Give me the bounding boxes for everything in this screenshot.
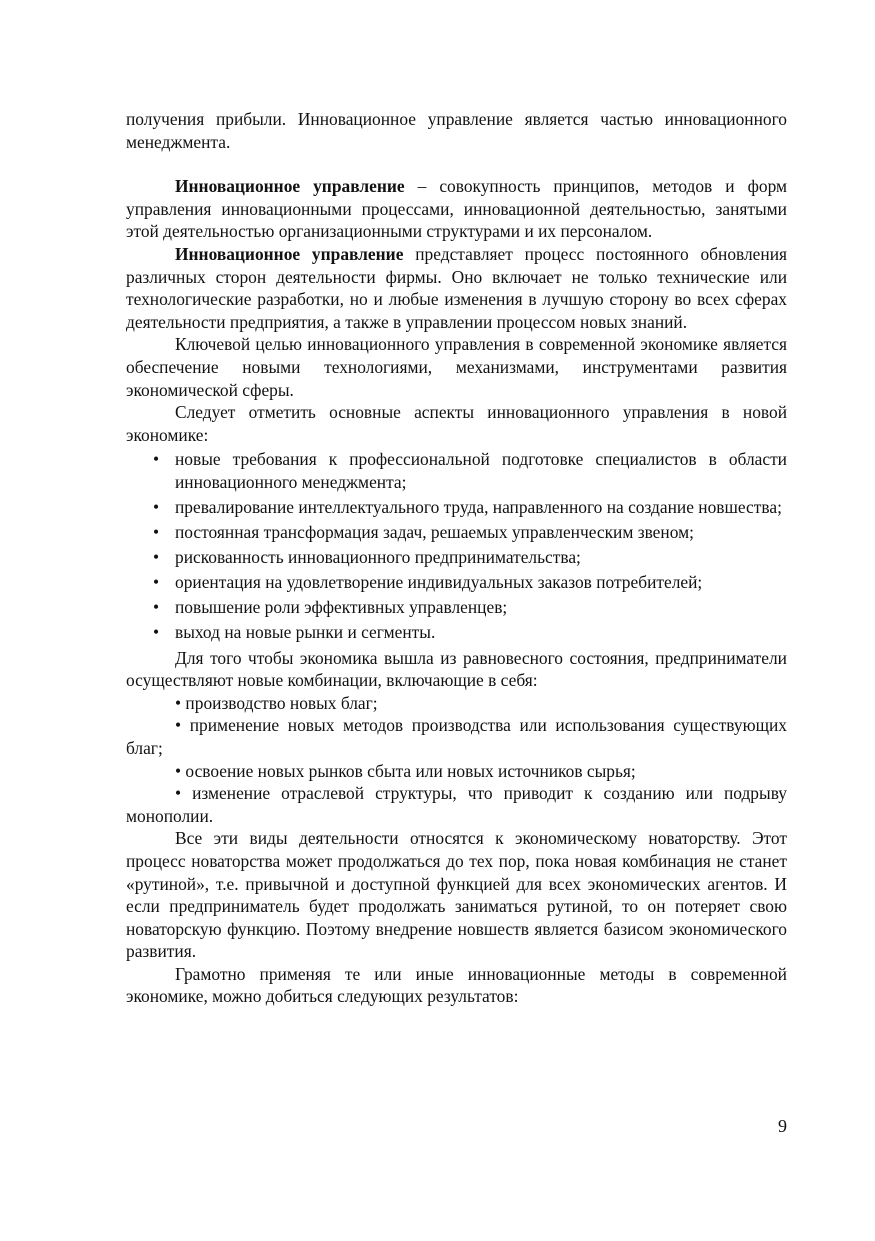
paragraph: Грамотно применяя те или иные инновационные методы в современной экономике, можно добиться следующих результатов: (126, 963, 787, 1007)
paragraph: Для того чтобы экономика вышла из равновесного состояния, предприниматели осуществляют новые комбинации, включающие в себя: (126, 647, 787, 691)
blank-line (126, 153, 787, 175)
inline-bullet-paragraph: • производство новых благ; (175, 692, 378, 713)
bullet-icon: • (153, 547, 160, 568)
bullet-icon: • (153, 597, 160, 618)
definition-paragraph (126, 243, 787, 333)
list-item (153, 596, 787, 619)
list-item-text: выход на новые рынки и сегменты. (175, 622, 436, 643)
definition-text: – совокупность принципов, методов и форм управления инновационными процессами, инновационной деятельностью, занятыми этой деятельностью организационными структурами и их персоналом. (126, 176, 788, 242)
list-item (153, 521, 787, 544)
bullet-icon: • (153, 622, 160, 643)
list-item-text: новые требования к профессиональной подготовке специалистов в области инновационного менеджмента; (175, 449, 787, 492)
bullet-icon: • (153, 572, 160, 593)
paragraph: Следует отметить основные аспекты инновационного управления в новой экономике: (126, 402, 787, 445)
bullet-icon: • (153, 497, 160, 517)
paragraph: получения прибыли. Инновационное управление является частью инновационного менеджмента. (126, 109, 787, 152)
list-item (153, 571, 787, 594)
list-item-text: ориентация на удовлетворение индивидуальных заказов потребителей; (175, 572, 703, 593)
term-bold: Инновационное управление (175, 243, 404, 264)
term-bold: Инновационное управление (175, 176, 405, 197)
document-page (126, 108, 787, 1008)
definition-text: представляет процесс постоянного обновления различных сторон деятельности фирмы. Оно включает не только технические или технологические разработки, но и любые изменения в лучшую сторону во всех сферах деятельности предприятия, а также в управлении процессом новых знаний. (126, 243, 788, 332)
inline-bullet-paragraph: • освоение новых рынков сбыта или новых источников сырья; (175, 760, 636, 781)
page-number: 9 (778, 1116, 787, 1136)
list-item-text: превалирование интеллектуального труда, направленного на создание новшества; (175, 497, 782, 517)
paragraph: Ключевой целью инновационного управления в современной экономике является обеспечение новыми технологиями, механизмами, инструментами развития экономической сферы. (126, 334, 787, 400)
aspects-list (126, 448, 787, 644)
paragraph: Все эти виды деятельности относятся к экономическому новаторству. Этот процесс новаторства может продолжаться до тех пор, пока новая комбинация не станет «рутиной», т.е. привычной и доступной функцией для всех экономических агентов. И если предприниматель будет продолжать заниматься рутиной, то он потеряет свою новаторскую функцию. Поэтому внедрение новшеств является базисом экономического развития. (126, 828, 787, 962)
list-item (153, 448, 787, 493)
list-item-text: постоянная трансформация задач, решаемых управленческим звеном; (175, 522, 694, 543)
bullet-icon: • (153, 522, 160, 543)
list-item-text: повышение роли эффективных управленцев; (175, 597, 508, 618)
list-item (153, 621, 787, 644)
inline-bullet-paragraph: • изменение отраслевой структуры, что приводит к созданию или подрыву монополии. (126, 783, 787, 826)
definition-paragraph (126, 175, 787, 243)
list-item (153, 496, 787, 519)
list-item (153, 546, 787, 569)
bullet-icon: • (153, 449, 160, 470)
inline-bullet-paragraph: • применение новых методов производства или использования существующих благ; (126, 715, 787, 758)
list-item-text: рискованность инновационного предпринимательства; (175, 547, 581, 568)
